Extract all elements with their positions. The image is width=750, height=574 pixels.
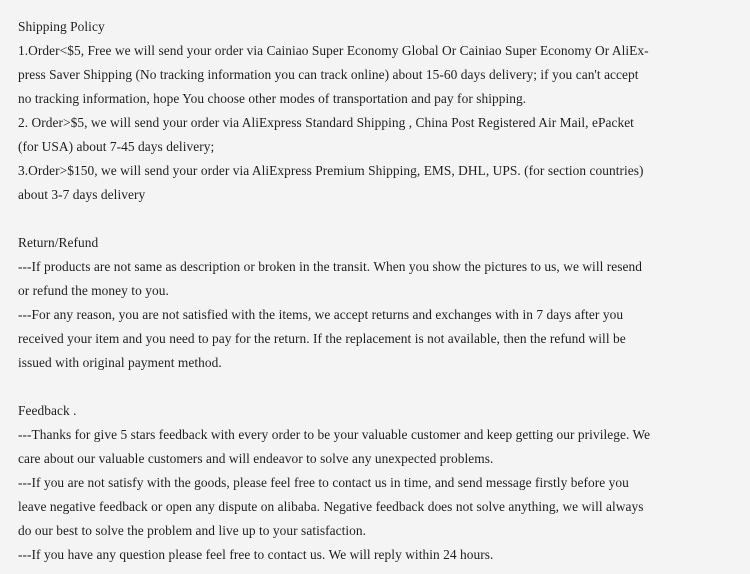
feedback-line: ---If you have any question please feel free to contact us. We will reply within 24 hours. — [18, 547, 494, 562]
shipping-line: 2. Order>$5, we will send your order via AliExpress Standard Shipping , China Post Registered Air Mail, ePacket — [18, 115, 634, 130]
feedback-line: ---If you are not satisfy with the goods, please feel free to contact us in time, and send message firstly before you — [18, 475, 629, 490]
shipping-line: about 3-7 days delivery — [18, 187, 146, 202]
refund-line: ---If products are not same as description or broken in the transit. When you show the pictures to us, we will resend — [18, 259, 643, 274]
shipping-line: 1.Order<$5, Free we will send your order via Cainiao Super Economy Global Or Cainiao Super Economy Or AliEx- — [18, 43, 649, 58]
section-spacer — [18, 375, 736, 399]
feedback-section — [18, 399, 736, 567]
shipping-policy-section — [18, 15, 736, 207]
shipping-line: (for USA) about 7-45 days delivery; — [18, 139, 215, 154]
shipping-line: 3.Order>$150, we will send your order via AliExpress Premium Shipping, EMS, DHL, UPS. (for section countries) — [18, 163, 644, 178]
section-spacer — [18, 207, 736, 231]
feedback-line: ---Thanks for give 5 stars feedback with every order to be your valuable customer and keep getting our privilege. We — [18, 427, 651, 442]
feedback-line: leave negative feedback or open any dispute on alibaba. Negative feedback does not solve anything, we will always — [18, 499, 644, 514]
refund-line: ---For any reason, you are not satisfied with the items, we accept returns and exchanges with in 7 days after you — [18, 307, 624, 322]
feedback-line: care about our valuable customers and will endeavor to solve any unexpected problems. — [18, 451, 494, 466]
feedback-heading: Feedback . — [18, 403, 77, 418]
return-refund-heading: Return/Refund — [18, 235, 99, 250]
shipping-policy-heading: Shipping Policy — [18, 19, 105, 34]
return-refund-section — [18, 231, 736, 375]
shipping-line: no tracking information, hope You choose other modes of transportation and pay for shipping. — [18, 91, 527, 106]
shipping-line: press Saver Shipping (No tracking information you can track online) about 15-60 days delivery; if you can't accept — [18, 67, 639, 82]
refund-line: issued with original payment method. — [18, 355, 222, 370]
refund-line: or refund the money to you. — [18, 283, 169, 298]
refund-line: received your item and you need to pay for the return. If the replacement is not available, then the refund will be — [18, 331, 626, 346]
feedback-line: do our best to solve the problem and live up to your satisfaction. — [18, 523, 367, 538]
